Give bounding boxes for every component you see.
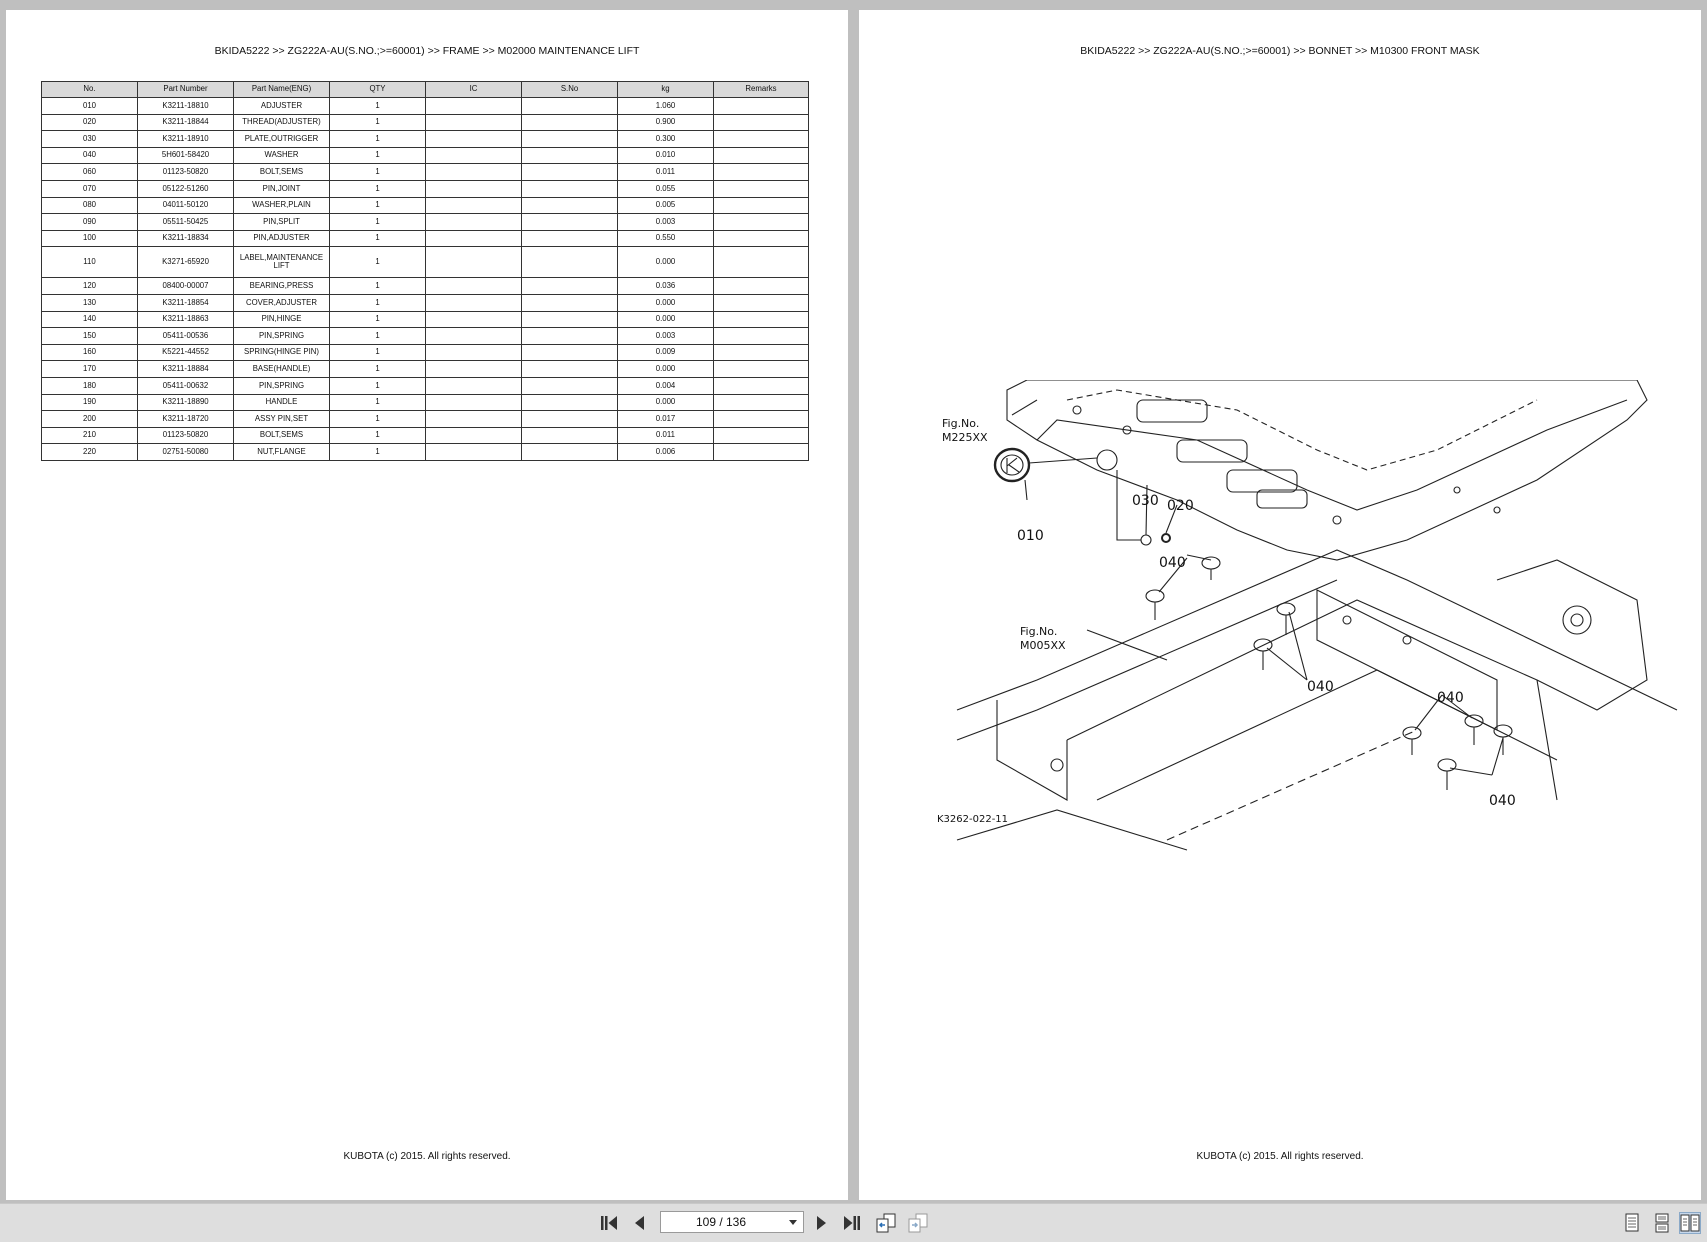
table-cell: 1 (330, 377, 426, 394)
frame-hole (1343, 616, 1351, 624)
callout-label: 020 (1167, 498, 1194, 514)
previous-page-button[interactable] (628, 1212, 650, 1234)
table-row (42, 394, 809, 411)
table-cell (714, 328, 809, 345)
next-view-button[interactable] (907, 1212, 929, 1234)
table-cell: 05511-50425 (138, 214, 234, 231)
previous-view-icon (875, 1213, 897, 1233)
table-cell: 0.009 (618, 344, 714, 361)
table-row (42, 131, 809, 148)
emblem-badge (995, 449, 1029, 481)
fig-ref-code: M225XX (942, 431, 988, 444)
table-cell: 1.060 (618, 98, 714, 115)
leader-line (1012, 400, 1037, 415)
drawing-code: K3262-022-11 (937, 814, 1009, 825)
frame-inner-edge (1037, 400, 1627, 510)
table-cell (714, 444, 809, 461)
continuous-view-button[interactable] (1651, 1212, 1673, 1234)
table-cell (426, 394, 522, 411)
table-cell (426, 344, 522, 361)
page-footer: KUBOTA (c) 2015. All rights reserved. (1196, 1151, 1364, 1162)
table-cell (522, 344, 618, 361)
table-cell: 060 (42, 164, 138, 181)
table-cell (426, 411, 522, 428)
table-cell: 0.036 (618, 278, 714, 295)
table-cell: K3211-18863 (138, 311, 234, 328)
table-cell (426, 328, 522, 345)
emblem-badge-inner (1001, 455, 1023, 475)
table-row (42, 98, 809, 115)
leader-line (1087, 630, 1167, 660)
table-cell (522, 147, 618, 164)
table-cell: 1 (330, 328, 426, 345)
table-cell: BOLT,SEMS (234, 427, 330, 444)
table-cell (714, 361, 809, 378)
facing-pages-view-button[interactable] (1679, 1212, 1701, 1234)
table-cell: NUT,FLANGE (234, 444, 330, 461)
table-cell: 0.000 (618, 294, 714, 311)
table-cell (426, 131, 522, 148)
table-row (42, 344, 809, 361)
table-cell (522, 427, 618, 444)
rivet (1465, 715, 1483, 745)
table-cell (522, 247, 618, 278)
rivet (1403, 727, 1421, 755)
table-cell (714, 411, 809, 428)
table-cell (522, 214, 618, 231)
table-cell: 1 (330, 294, 426, 311)
table-cell (714, 377, 809, 394)
next-page-icon (815, 1215, 829, 1231)
table-cell (714, 131, 809, 148)
table-row (42, 114, 809, 131)
table-cell (426, 114, 522, 131)
chassis-bracket (997, 700, 1067, 800)
table-row (42, 214, 809, 231)
table-cell (714, 214, 809, 231)
column-header: No. (42, 82, 138, 98)
facing-pages-icon (1680, 1214, 1700, 1232)
table-cell (522, 114, 618, 131)
table-cell (522, 278, 618, 295)
table-cell: 1 (330, 147, 426, 164)
table-cell: 110 (42, 247, 138, 278)
table-row (42, 230, 809, 247)
single-page-icon (1624, 1213, 1640, 1233)
table-cell: K3211-18884 (138, 361, 234, 378)
table-cell: WASHER,PLAIN (234, 197, 330, 214)
table-cell: 0.017 (618, 411, 714, 428)
table-cell: 1 (330, 214, 426, 231)
table-cell (426, 147, 522, 164)
table-cell: 1 (330, 98, 426, 115)
table-cell: 05122-51260 (138, 180, 234, 197)
table-row (42, 328, 809, 345)
table-cell: BASE(HANDLE) (234, 361, 330, 378)
table-cell: 1 (330, 180, 426, 197)
table-cell: K5221-44552 (138, 344, 234, 361)
frame-slot (1177, 440, 1247, 462)
continuous-page-icon (1654, 1213, 1670, 1233)
washer-030 (1141, 535, 1151, 545)
table-cell: PIN,HINGE (234, 311, 330, 328)
callout-label: 040 (1489, 793, 1516, 809)
table-cell (426, 197, 522, 214)
table-cell: 160 (42, 344, 138, 361)
table-cell (522, 164, 618, 181)
viewer-toolbar (0, 1203, 1707, 1242)
next-view-icon (907, 1213, 929, 1233)
table-cell (522, 377, 618, 394)
previous-view-button[interactable] (875, 1212, 897, 1234)
table-cell: 200 (42, 411, 138, 428)
callout-label: 030 (1132, 493, 1159, 509)
table-cell: 1 (330, 311, 426, 328)
table-cell: K3211-18854 (138, 294, 234, 311)
table-cell (522, 394, 618, 411)
next-page-button[interactable] (811, 1212, 833, 1234)
table-cell (426, 214, 522, 231)
table-cell: 0.011 (618, 164, 714, 181)
table-cell: 0.011 (618, 427, 714, 444)
table-cell: WASHER (234, 147, 330, 164)
table-cell (522, 444, 618, 461)
page-header: BKIDA5222 >> ZG222A-AU(S.NO.;>=60001) >> FRAME >> M02000 MAINTENANCE LIFT (214, 45, 640, 57)
table-row (42, 197, 809, 214)
table-cell (714, 344, 809, 361)
table-cell: 150 (42, 328, 138, 345)
table-cell: 0.005 (618, 197, 714, 214)
table-row (42, 147, 809, 164)
table-cell: 0.000 (618, 394, 714, 411)
table-cell: 1 (330, 197, 426, 214)
table-cell (522, 230, 618, 247)
table-cell: 080 (42, 197, 138, 214)
table-row (42, 361, 809, 378)
table-cell: 010 (42, 98, 138, 115)
table-cell (522, 294, 618, 311)
table-cell: BOLT,SEMS (234, 164, 330, 181)
table-cell (714, 247, 809, 278)
table-cell: 0.000 (618, 311, 714, 328)
callout-label: 040 (1159, 555, 1186, 571)
frame-hole (1051, 759, 1063, 771)
mount-ring-inner (1571, 614, 1583, 626)
table-cell: K3211-18910 (138, 131, 234, 148)
page-footer: KUBOTA (c) 2015. All rights reserved. (343, 1151, 511, 1162)
table-cell: 0.000 (618, 247, 714, 278)
table-cell (714, 180, 809, 197)
table-cell: 0.300 (618, 131, 714, 148)
table-cell: 0.010 (618, 147, 714, 164)
column-header: Part Number (138, 82, 234, 98)
table-cell: PIN,SPLIT (234, 214, 330, 231)
emblem-logo-mark (1007, 458, 1019, 473)
table-cell (426, 294, 522, 311)
table-cell: 5H601-58420 (138, 147, 234, 164)
table-cell: 0.006 (618, 444, 714, 461)
table-row (42, 278, 809, 295)
table-cell: 1 (330, 394, 426, 411)
frame-hole (1494, 507, 1500, 513)
emblem-mount-hole (1097, 450, 1117, 470)
table-cell: 1 (330, 247, 426, 278)
frame-slot (1257, 490, 1307, 508)
table-cell: THREAD(ADJUSTER) (234, 114, 330, 131)
table-cell (714, 427, 809, 444)
table-cell: 0.003 (618, 214, 714, 231)
front-mask-frame (1007, 380, 1647, 560)
page-header: BKIDA5222 >> ZG222A-AU(S.NO.;>=60001) >> BONNET >> M10300 FRONT MASK (1080, 45, 1480, 57)
table-cell (426, 164, 522, 181)
page-number-dropdown[interactable] (660, 1211, 804, 1233)
rivet (1254, 639, 1272, 670)
table-cell (522, 311, 618, 328)
rivet (1277, 603, 1295, 635)
table-cell: 0.900 (618, 114, 714, 131)
callout-label: 040 (1307, 679, 1334, 695)
table-cell: K3211-18720 (138, 411, 234, 428)
table-row (42, 294, 809, 311)
table-cell: 070 (42, 180, 138, 197)
first-page-icon (600, 1215, 618, 1231)
table-cell (426, 427, 522, 444)
table-cell: 210 (42, 427, 138, 444)
frame-hole (1073, 406, 1081, 414)
table-cell (714, 114, 809, 131)
table-cell: 08400-00007 (138, 278, 234, 295)
table-cell: 170 (42, 361, 138, 378)
table-header-row (42, 82, 809, 98)
table-cell: 220 (42, 444, 138, 461)
left-document-page (6, 10, 848, 1200)
table-cell: 180 (42, 377, 138, 394)
table-cell: 0.550 (618, 230, 714, 247)
parts-table (41, 81, 809, 461)
table-cell (714, 98, 809, 115)
table-cell: 04011-50120 (138, 197, 234, 214)
table-cell: 120 (42, 278, 138, 295)
table-cell: 190 (42, 394, 138, 411)
chevron-down-icon (789, 1220, 797, 1225)
table-cell: SPRING(HINGE PIN) (234, 344, 330, 361)
rivet (1438, 759, 1456, 790)
table-cell (522, 411, 618, 428)
table-row (42, 247, 809, 278)
table-cell: PLATE,OUTRIGGER (234, 131, 330, 148)
last-page-icon (843, 1215, 861, 1231)
fig-ref-label: Fig.No. (942, 417, 980, 430)
table-cell (426, 311, 522, 328)
table-cell: 100 (42, 230, 138, 247)
table-row (42, 427, 809, 444)
table-cell: 1 (330, 114, 426, 131)
table-cell (522, 131, 618, 148)
table-cell: 1 (330, 131, 426, 148)
table-cell: 1 (330, 278, 426, 295)
table-cell: 1 (330, 230, 426, 247)
table-cell: 020 (42, 114, 138, 131)
table-cell (522, 180, 618, 197)
table-row (42, 411, 809, 428)
table-cell (714, 394, 809, 411)
table-cell: 05411-00632 (138, 377, 234, 394)
table-cell: HANDLE (234, 394, 330, 411)
table-cell (426, 278, 522, 295)
table-cell (714, 164, 809, 181)
leader-line (1025, 480, 1027, 500)
table-cell: COVER,ADJUSTER (234, 294, 330, 311)
hidden-line (1167, 730, 1417, 840)
frame-hidden-line (1067, 390, 1537, 470)
table-cell: K3271-65920 (138, 247, 234, 278)
table-cell: ASSY PIN,SET (234, 411, 330, 428)
table-cell (426, 247, 522, 278)
table-cell (522, 98, 618, 115)
first-page-button[interactable] (598, 1212, 620, 1234)
frame-hole (1333, 516, 1341, 524)
single-page-view-button[interactable] (1621, 1212, 1643, 1234)
leader-line (1029, 458, 1097, 463)
column-header: IC (426, 82, 522, 98)
leader-line (1267, 612, 1307, 680)
table-cell: K3211-18810 (138, 98, 234, 115)
table-cell (714, 311, 809, 328)
fig-ref-label: Fig.No. (1020, 625, 1058, 638)
table-cell: 01123-50820 (138, 427, 234, 444)
table-cell: 1 (330, 411, 426, 428)
table-cell (522, 197, 618, 214)
column-header: kg (618, 82, 714, 98)
table-cell: 0.055 (618, 180, 714, 197)
table-cell (522, 328, 618, 345)
table-cell (522, 361, 618, 378)
column-header: Part Name(ENG) (234, 82, 330, 98)
table-row (42, 180, 809, 197)
last-page-button[interactable] (841, 1212, 863, 1234)
table-cell: 030 (42, 131, 138, 148)
table-cell: 140 (42, 311, 138, 328)
table-cell (714, 278, 809, 295)
table-cell (714, 147, 809, 164)
table-cell (426, 444, 522, 461)
table-cell: 0.004 (618, 377, 714, 394)
table-cell: 090 (42, 214, 138, 231)
table-cell: 0.000 (618, 361, 714, 378)
table-cell: 130 (42, 294, 138, 311)
table-cell: PIN,SPRING (234, 328, 330, 345)
table-cell: K3211-18844 (138, 114, 234, 131)
table-cell (426, 180, 522, 197)
table-cell: 0.003 (618, 328, 714, 345)
table-row (42, 377, 809, 394)
leader-line (1450, 738, 1503, 775)
table-cell: LABEL,MAINTENANCE LIFT (234, 247, 330, 278)
column-header: S.No (522, 82, 618, 98)
table-cell: PIN,ADJUSTER (234, 230, 330, 247)
table-row (42, 164, 809, 181)
table-cell (426, 98, 522, 115)
mount-ring (1563, 606, 1591, 634)
table-cell (714, 294, 809, 311)
fig-ref-code: M005XX (1020, 639, 1066, 652)
table-cell: 1 (330, 164, 426, 181)
table-cell: 01123-50820 (138, 164, 234, 181)
table-cell: BEARING,PRESS (234, 278, 330, 295)
previous-page-icon (632, 1215, 646, 1231)
callout-label: 040 (1437, 690, 1464, 706)
table-cell (714, 230, 809, 247)
right-document-page (859, 10, 1701, 1200)
table-cell: PIN,JOINT (234, 180, 330, 197)
table-row (42, 444, 809, 461)
table-cell: 1 (330, 344, 426, 361)
rivet (1146, 590, 1164, 620)
table-cell (426, 377, 522, 394)
table-cell: 040 (42, 147, 138, 164)
column-header: Remarks (714, 82, 809, 98)
table-cell: 1 (330, 427, 426, 444)
page-indicator: 109 / 136 (695, 1215, 747, 1229)
table-cell: 02751-50080 (138, 444, 234, 461)
table-cell (426, 230, 522, 247)
frame-hole (1403, 636, 1411, 644)
column-header: QTY (330, 82, 426, 98)
table-row (42, 311, 809, 328)
table-cell: 1 (330, 444, 426, 461)
callout-label: 010 (1017, 528, 1044, 544)
table-cell: K3211-18890 (138, 394, 234, 411)
table-cell (426, 361, 522, 378)
parts-exploded-drawing (937, 380, 1697, 860)
table-cell: PIN,SPRING (234, 377, 330, 394)
chassis-plate (1317, 590, 1497, 730)
table-cell: ADJUSTER (234, 98, 330, 115)
table-cell: 1 (330, 361, 426, 378)
nut-020 (1162, 534, 1170, 542)
table-cell (714, 197, 809, 214)
rivet (1202, 557, 1220, 580)
frame-hole (1454, 487, 1460, 493)
table-cell: K3211-18834 (138, 230, 234, 247)
side-bracket (1497, 560, 1647, 710)
table-cell: 05411-00536 (138, 328, 234, 345)
